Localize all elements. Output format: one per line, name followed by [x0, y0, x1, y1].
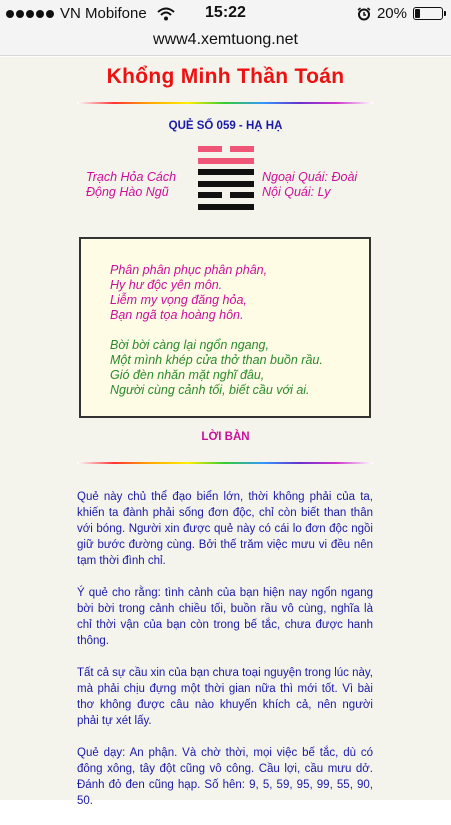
hexagram-line	[198, 204, 254, 210]
commentary-paragraph: Quẻ dạy: An phận. Và chờ thời, mọi việc bế tắc, dù có đông xông, tây đột cũng vô công. Cầu lợi, cầu mưu dở. Đánh đỏ đen cũng hạp. Số hên: 9, 5, 59, 95, 99, 55, 90, 50.	[77, 747, 373, 807]
poem-line: Phân phân phục phân phân,	[110, 263, 268, 277]
address-bar[interactable]	[0, 28, 451, 56]
hexagram-symbol	[198, 146, 254, 215]
poem-line: Một mình khép cửa thở than buồn rầu.	[110, 353, 323, 367]
status-bar	[0, 0, 451, 28]
status-right	[357, 5, 443, 22]
site-title[interactable]: Khổng Minh Thần Toán	[106, 65, 345, 88]
battery-percent: 20%	[376, 5, 407, 22]
hexagram-line	[198, 146, 254, 152]
poem-line: Người cùng cảnh tối, biết cầu với ai.	[110, 383, 310, 397]
poem-stanza-translation	[110, 338, 369, 398]
rainbow-divider	[77, 102, 373, 104]
trigram-block	[262, 170, 357, 200]
commentary-paragraph: Quẻ này chủ thể đạo biển lớn, thời không phải của ta, khiến ta đành phải sống đơn độc, chỉ còn biết than thân với bóng. Người xin được quẻ này có cái lo đơn độc ngồi giữ bước đường cùng. Bởi thế trăm việc mưu vi đều nên tạm thời đình chỉ.	[77, 491, 373, 567]
commentary	[77, 489, 373, 825]
carrier-name: VN Mobifone	[60, 5, 147, 22]
status-time: 15:22	[205, 4, 246, 21]
inner-trigram: Nội Quái: Ly	[262, 185, 331, 199]
poem-line: Bời bời càng lại ngổn ngang,	[110, 338, 269, 352]
poem-line: Gió đèn nhăn mặt nghĩ đâu,	[110, 368, 265, 382]
section-heading: LỜI BÀN	[201, 431, 250, 443]
poem-box	[79, 237, 371, 418]
hexagram-line	[198, 181, 254, 187]
hexagram-line	[198, 192, 254, 198]
commentary-paragraph: Tất cả sự cầu xin của bạn chưa toại nguyện trong lúc này, mà phải chịu đựng một thời gian nữa thì mới tốt. Vì bài thơ không được câu nào khuyến khích cả, nên người phải tự xét lấy.	[77, 667, 373, 727]
url-text: www4.xemtuong.net	[153, 31, 298, 48]
commentary-paragraph: Ý quẻ cho rằng: tình cảnh của bạn hiện nay ngổn ngang bời bời trong cảnh chiều tối, buồn rầu vô cùng, nghĩa là chỉ thời vận của bạn còn trong bế tắc, chưa được hanh thông.	[77, 587, 373, 647]
rainbow-divider	[77, 462, 373, 464]
hexagram-line	[198, 169, 254, 175]
alarm-clock-icon	[357, 7, 371, 21]
battery-icon	[413, 7, 443, 20]
hexagram-number: QUẺ SỐ 059 - HẠ HẠ	[168, 120, 283, 132]
poem-stanza-original	[110, 263, 369, 323]
poem-line: Hy hư độc yên môn.	[110, 278, 223, 292]
moving-line: Động Hào Ngũ	[86, 185, 169, 199]
poem-line: Liễm my vọng đăng hỏa,	[110, 293, 247, 307]
hexagram-name: Trạch Hỏa Cách	[86, 170, 177, 184]
hexagram-line	[198, 158, 254, 164]
outer-trigram: Ngoại Quái: Đoài	[262, 170, 358, 184]
web-page	[0, 57, 451, 807]
hexagram-name-block	[86, 170, 176, 200]
poem-line: Bạn ngã tọa hoàng hôn.	[110, 308, 244, 322]
